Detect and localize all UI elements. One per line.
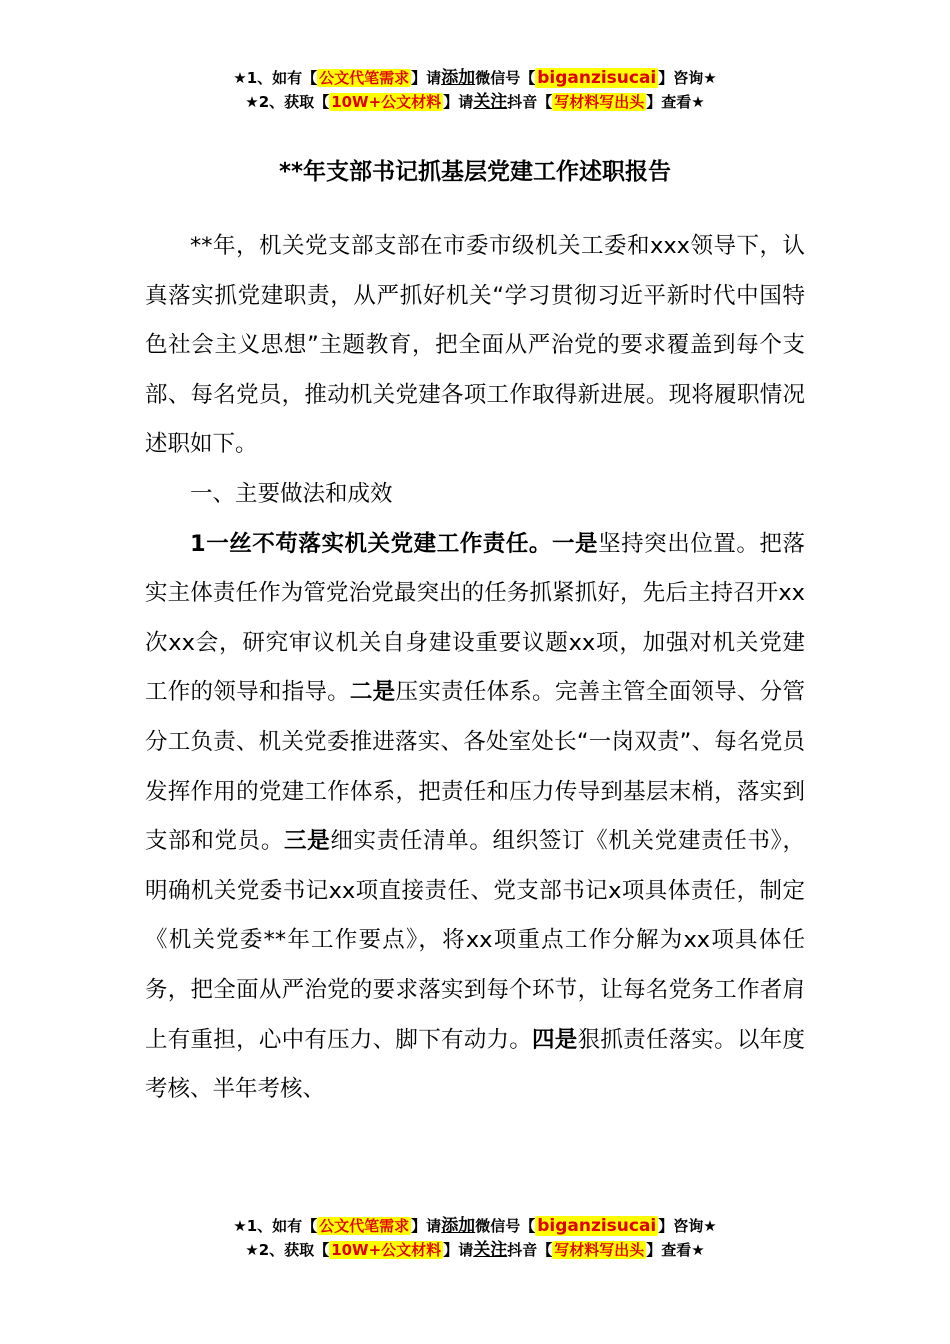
banner-text: 】请 xyxy=(411,69,442,87)
item-heading: 1一丝不苟落实机关党建工作责任。 xyxy=(190,530,552,557)
item-paragraph xyxy=(145,520,805,1115)
intro-paragraph: **年，机关党支部支部在市委市级机关工委和xxx领导下，认真落实抓党建职责，从严抓好机关“学习贯彻习近平新时代中国特色社会主义思想”主题教育，把全面从严治党的要求覆盖到每个支部、每名党员，推动机关党建各项工作取得新进展。现将履职情况述职如下。 xyxy=(145,233,805,458)
banner-text: ★1、如有【 xyxy=(233,1217,318,1235)
banner-line-1 xyxy=(0,1214,950,1238)
header-banner xyxy=(0,66,950,114)
banner-text: 】查看★ xyxy=(646,93,705,111)
banner-line-2 xyxy=(0,90,950,114)
banner-line-2 xyxy=(0,1238,950,1262)
section-heading: 一、主要做法和成效 xyxy=(190,480,393,507)
item-keyword: 三是 xyxy=(284,828,331,855)
document-body xyxy=(145,222,805,1115)
banner-highlight: 写材料写出头 xyxy=(554,93,645,111)
banner-highlight: 写材料写出头 xyxy=(554,1241,645,1259)
document-title: **年支部书记抓基层党建工作述职报告 xyxy=(278,159,672,185)
banner-text: 微信号【 xyxy=(475,1217,536,1235)
banner-line-1 xyxy=(0,66,950,90)
banner-text: 抖音【 xyxy=(507,93,553,111)
banner-underlined: 关注 xyxy=(473,1240,508,1260)
item-text: 压实责任体系。完善主管全面领导、分管分工负责、机关党委推进落实、各处室处长“一岗双责”、每名党员发挥作用的党建工作体系，把责任和压力传导到基层末梢，落实到支部和党员。 xyxy=(145,679,805,855)
item-text: 坚持突出位置。把落实主体责任作为管党治党最突出的任务抓紧抓好，先后主持召开xx次xx会，研究审议机关自身建设重要议题xx项，加强对机关党建工作的领导和指导。 xyxy=(145,530,805,706)
footer-banner xyxy=(0,1214,950,1262)
banner-text: 】请 xyxy=(411,1217,442,1235)
banner-text: ★2、获取【 xyxy=(245,1241,330,1259)
banner-highlight: 公文代笔需求 xyxy=(319,69,410,87)
item-keyword: 一是 xyxy=(551,530,599,557)
item-keyword: 四是 xyxy=(532,1026,578,1053)
banner-highlight: 公文代笔需求 xyxy=(319,1217,410,1235)
item-keyword: 二是 xyxy=(349,679,396,706)
banner-text: ★1、如有【 xyxy=(233,69,318,87)
banner-text: 】咨询★ xyxy=(658,69,717,87)
banner-text: 】查看★ xyxy=(646,1241,705,1259)
item-text: 细实责任清单。组织签订《机关党建责任书》，明确机关党委书记xx项直接责任、党支部书记x项具体责任，制定《机关党委**年工作要点》，将xx项重点工作分解为xx项具体任务，把全面从严治党的要求落实到每个环节，让每名党务工作者肩上有重担，心中有压力、脚下有动力。 xyxy=(145,828,805,1053)
banner-highlight: 10W+公文材料 xyxy=(331,93,442,111)
banner-underlined: 添加 xyxy=(441,1216,476,1236)
banner-text: 抖音【 xyxy=(507,1241,553,1259)
banner-underlined: 添加 xyxy=(441,68,476,88)
item-text: 狠抓责任落实。以年度考核、半年考核、 xyxy=(145,1026,805,1103)
banner-underlined: 关注 xyxy=(473,92,508,112)
banner-text: ★2、获取【 xyxy=(245,93,330,111)
banner-highlight: biganzisucai xyxy=(537,68,657,88)
banner-text: 】咨询★ xyxy=(658,1217,717,1235)
banner-text: 】请 xyxy=(443,1241,474,1259)
banner-text: 微信号【 xyxy=(475,69,536,87)
banner-highlight: biganzisucai xyxy=(537,1216,657,1236)
banner-text: 】请 xyxy=(443,93,474,111)
banner-highlight: 10W+公文材料 xyxy=(331,1241,442,1259)
